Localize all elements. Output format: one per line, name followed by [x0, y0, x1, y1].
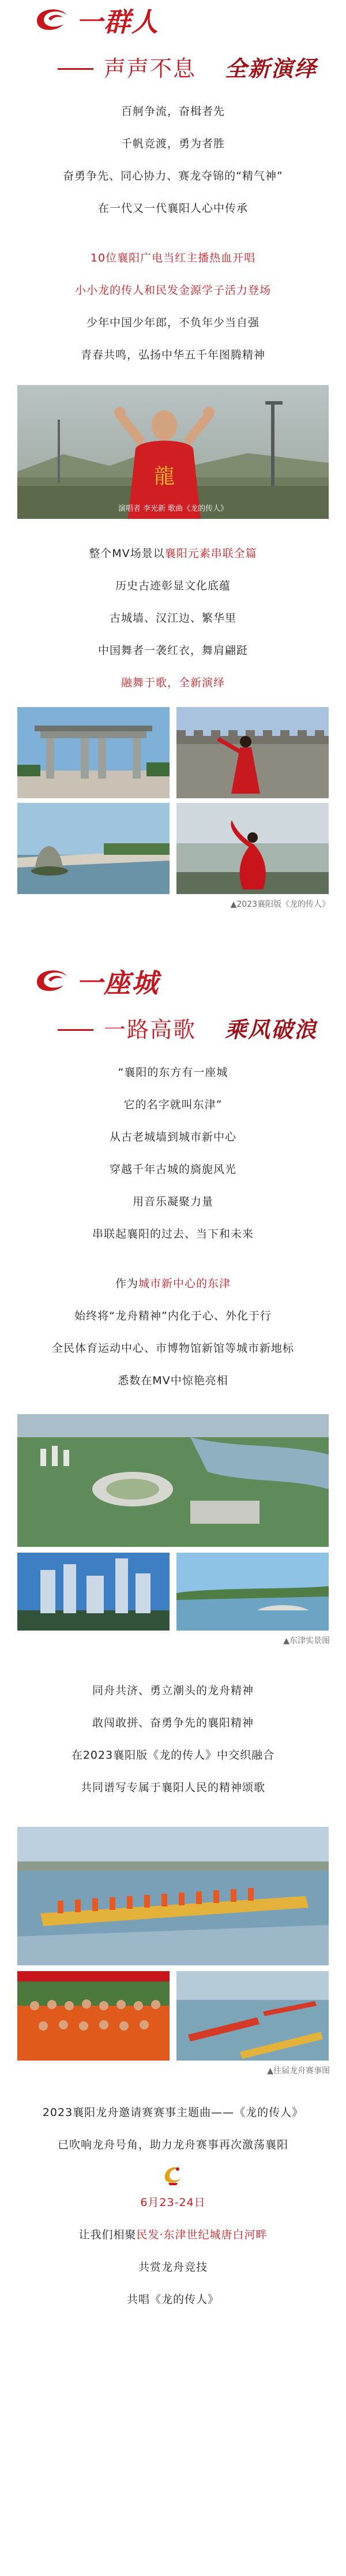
- text-line: 青春共鸣，弘扬中华五千年图腾精神: [80, 349, 265, 361]
- text-line: 百舸争流，奋楫者先: [121, 105, 225, 118]
- photo-grid-1: [0, 707, 346, 894]
- text-line: 用音乐凝聚力量: [132, 1195, 213, 1208]
- text-line: 穿越千年古城的旖旎风光: [109, 1163, 236, 1176]
- text-line: 串联起襄阳的过去、当下和未来: [92, 1228, 254, 1240]
- photo-caption: ▲2023襄阳版《龙的传人》: [230, 900, 330, 909]
- text-line: 中国舞者一袭红衣，舞肩翩跹: [97, 644, 248, 657]
- photo-singer-block: [0, 385, 346, 519]
- photo-skyline: [17, 1553, 170, 1631]
- text-line: 敢闯敢拼、奋勇争先的襄阳精神: [92, 1717, 254, 1729]
- text-line: 在2023襄阳版《龙的传人》中交织融合: [71, 1749, 275, 1762]
- text-line: [0, 1268, 346, 1300]
- text-line: 少年中国少年郎，不负年少当自强: [86, 316, 260, 329]
- photo-aerial-stadium: [17, 1414, 329, 1547]
- text-line: 始终将“龙舟精神”内化于心、外化于行: [74, 1310, 272, 1322]
- text-fragment: 让我们相聚: [78, 2229, 137, 2241]
- photo-dancer-riverbank: [176, 803, 329, 894]
- section1-intro: [0, 95, 346, 225]
- text-line-highlight: 小小龙的传人和民发金源学子活力登场: [74, 284, 271, 297]
- text-line: [0, 537, 346, 570]
- text-line: 千帆竞渡，勇为者胜: [121, 137, 225, 150]
- text-highlight: 襄阳元素串联全篇: [164, 547, 257, 560]
- text-line: 2023襄阳龙舟邀请赛赛事主题曲——《龙的传人》: [42, 2106, 304, 2119]
- text-line-quote: “襄阳的东方有一座城: [118, 1066, 228, 1079]
- text-line: 同舟共济、勇立潮头的龙舟精神: [92, 1684, 254, 1697]
- text-line: 共赏龙舟竞技: [138, 2261, 208, 2274]
- photo-singer: [17, 385, 329, 519]
- section1-rule: [58, 68, 93, 70]
- photo-riverside: [17, 803, 170, 894]
- photo-grid-3: [0, 1827, 346, 2061]
- text-line: 历史古迹彰显文化底蕴: [115, 579, 231, 592]
- section1-title: 一群人: [76, 6, 159, 38]
- text-line: 悉数在MV中惊艳亮相: [118, 1374, 228, 1387]
- section2-spirit: [0, 1674, 346, 1804]
- section1-subtitle-b: 全新演绎: [225, 55, 318, 81]
- text-line: 全民体育运动中心、市博物馆新馆等城市新地标: [51, 1342, 294, 1355]
- photo-dragon-boat-race: [17, 1827, 329, 1965]
- photo-city-wall-dancer: [176, 707, 329, 798]
- event-date: 6月23-24日: [140, 2196, 206, 2209]
- text-highlight: 民发·东津世纪城唐白河畔: [136, 2229, 268, 2241]
- dragon-logo-icon: [160, 2161, 186, 2186]
- photo-caption: ▲往届龙舟赛事图: [267, 2066, 330, 2076]
- text-line-quote: 它的名字就叫东津”: [123, 1098, 223, 1111]
- swirl-logo-icon: [31, 3, 72, 33]
- photo-grid-2: [0, 1414, 346, 1631]
- section1-mv-lines: [0, 537, 346, 699]
- section2-event: [0, 2096, 346, 2161]
- photo-overlay-text: 演唱者 李光新 歌曲《龙的传人》: [118, 504, 228, 513]
- text-highlight: 城市新中心的东津: [138, 1277, 231, 1290]
- section2-invite: [0, 2186, 346, 2316]
- text-fragment: 作为: [115, 1277, 138, 1290]
- text-line: 共唱《龙的传人》: [126, 2293, 219, 2306]
- section2-header: [0, 961, 346, 1056]
- section2-intro: [0, 1056, 346, 1250]
- text-line: 奋勇争先、同心协力、赛龙夺锦的“精气神”: [63, 170, 283, 182]
- section2-subtitle-b: 乘风破浪: [225, 1016, 318, 1042]
- svg-text:龍: 龍: [153, 465, 175, 488]
- section1-subtitle-a: 声声不息: [104, 56, 197, 81]
- section1-header: [0, 0, 346, 95]
- photo-caption: ▲东津实景图: [283, 1636, 330, 1646]
- photo-boats-water: [176, 1971, 329, 2061]
- section2-title: 一座城: [76, 967, 159, 999]
- text-line: 在一代又一代襄阳人心中传承: [97, 202, 248, 215]
- text-line: 已吹响龙舟号角，助力龙舟赛事再次激荡襄阳: [57, 2138, 288, 2151]
- section2-dongjin: [0, 1268, 346, 1397]
- photo-lake-park: [176, 1553, 329, 1631]
- text-fragment: 整个MV场景以: [89, 547, 165, 560]
- text-line: 从古老城墙到城市新中心: [109, 1131, 236, 1143]
- photo-archway: [17, 707, 170, 798]
- text-line: 古城墙、汉江边、繁华里: [109, 612, 236, 625]
- section1-hosts: [0, 242, 346, 371]
- section2-rule: [58, 1029, 93, 1031]
- section2-subtitle-a: 一路高歌: [104, 1017, 197, 1042]
- text-line: 共同谱写专属于襄阳人民的精神颂歌: [80, 1781, 265, 1794]
- text-line-highlight: 10位襄阳广电当红主播热血开唱: [90, 252, 256, 264]
- text-line-highlight: 融舞于歌，全新演绎: [121, 676, 225, 689]
- photo-team-group: [17, 1971, 170, 2061]
- text-line: [0, 2219, 346, 2251]
- swirl-logo-icon: [31, 964, 72, 994]
